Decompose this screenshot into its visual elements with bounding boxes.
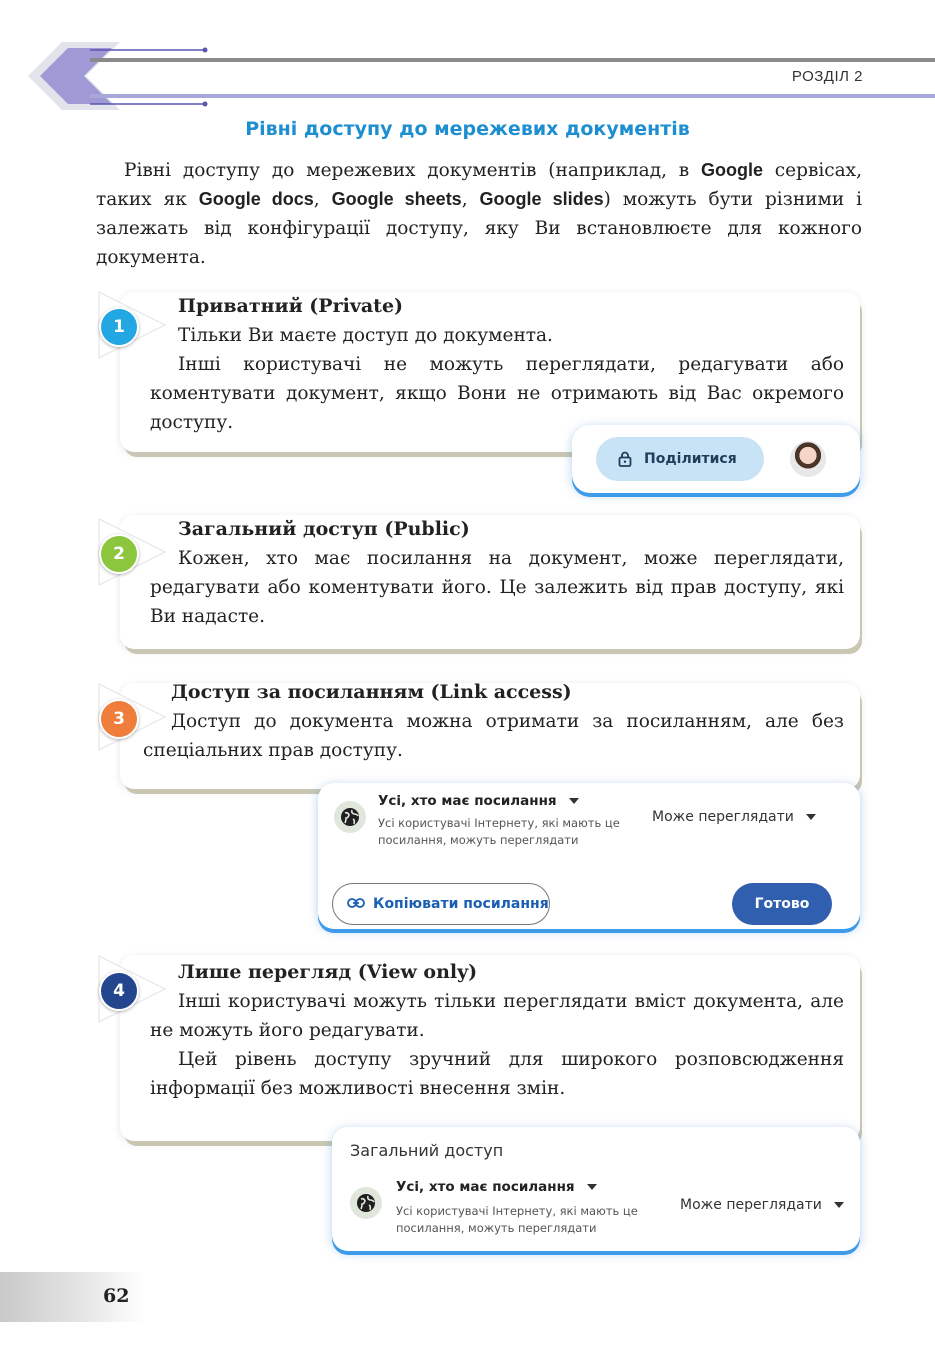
globe-icon xyxy=(334,801,366,833)
link-icon xyxy=(347,897,365,909)
card-public-text: Загальний доступ (Public) Кожен, хто має посилання на документ, може переглядати, редагувати або коментувати його. Це залежить від прав доступу, які Ви надасте. xyxy=(150,515,844,631)
chevron-down-icon xyxy=(834,1202,844,1208)
lock-icon xyxy=(618,451,632,467)
card-title: Загальний доступ (Public) xyxy=(178,518,470,540)
general-access-snippet xyxy=(332,1127,860,1251)
access-title[interactable]: Усі, хто має посилання xyxy=(396,1179,597,1195)
access-description: Усі користувачі Інтернету, які мають це посилання, можуть переглядати xyxy=(378,816,620,847)
role-select[interactable]: Може переглядати xyxy=(652,809,816,825)
share-snippet xyxy=(572,425,860,493)
badge-2: 2 xyxy=(95,515,169,589)
role-select[interactable]: Може переглядати xyxy=(680,1197,844,1213)
page-number: 62 xyxy=(103,1285,130,1307)
link-access-snippet xyxy=(318,783,860,929)
chevron-down-icon xyxy=(569,798,579,804)
header-decoration xyxy=(0,0,935,120)
badge-1: 1 xyxy=(95,288,169,362)
access-description: Усі користувачі Інтернету, які мають це посилання, можуть переглядати xyxy=(396,1204,638,1235)
avatar[interactable] xyxy=(790,441,826,477)
card-title: Приватний (Private) xyxy=(178,295,404,317)
card-private-text: Приватний (Private) Тільки Ви маєте доступ до документа. Інші користувачі не можуть переглядати, редагувати або коментувати документ, якщо Вони не отримають від Вас окремого доступу. xyxy=(150,292,844,437)
globe-icon xyxy=(350,1187,382,1219)
done-button[interactable]: Готово xyxy=(732,883,832,925)
card-view-only-text: Лише перегляд (View only) Інші користувачі можуть тільки переглядати вміст документа, але не можуть його редагувати. Цей рівень доступу зручний для широкого розповсюдження інформації без можливості внесення змін. xyxy=(150,958,844,1103)
chevron-down-icon xyxy=(806,814,816,820)
card-title: Доступ за посиланням (Link access) xyxy=(171,681,572,703)
access-title[interactable]: Усі, хто має посилання xyxy=(378,793,579,809)
share-button[interactable]: Поділитися xyxy=(596,437,764,481)
chevron-down-icon xyxy=(587,1184,597,1190)
section-label: РОЗДІЛ 2 xyxy=(791,68,863,85)
badge-3: 3 xyxy=(95,680,169,754)
page-title: Рівні доступу до мережевих документів xyxy=(245,118,690,140)
card-link-access-text: Доступ за посиланням (Link access) Доступ до документа можна отримати за посиланням, але без спеціальних прав доступу. xyxy=(143,678,844,765)
badge-4: 4 xyxy=(95,952,169,1026)
intro-paragraph: Рівні доступу до мережевих документів (наприклад, в Google сервісах, таких як Google docs, Google sheets, Google slides) можуть бути різними і залежать від конфігурації доступу, яку Ви встановлюєте для кожного документа. xyxy=(96,160,863,268)
card-title: Лише перегляд (View only) xyxy=(178,961,478,983)
copy-link-button[interactable]: Копіювати посилання xyxy=(332,883,550,925)
snippet-heading: Загальний доступ xyxy=(350,1141,504,1160)
